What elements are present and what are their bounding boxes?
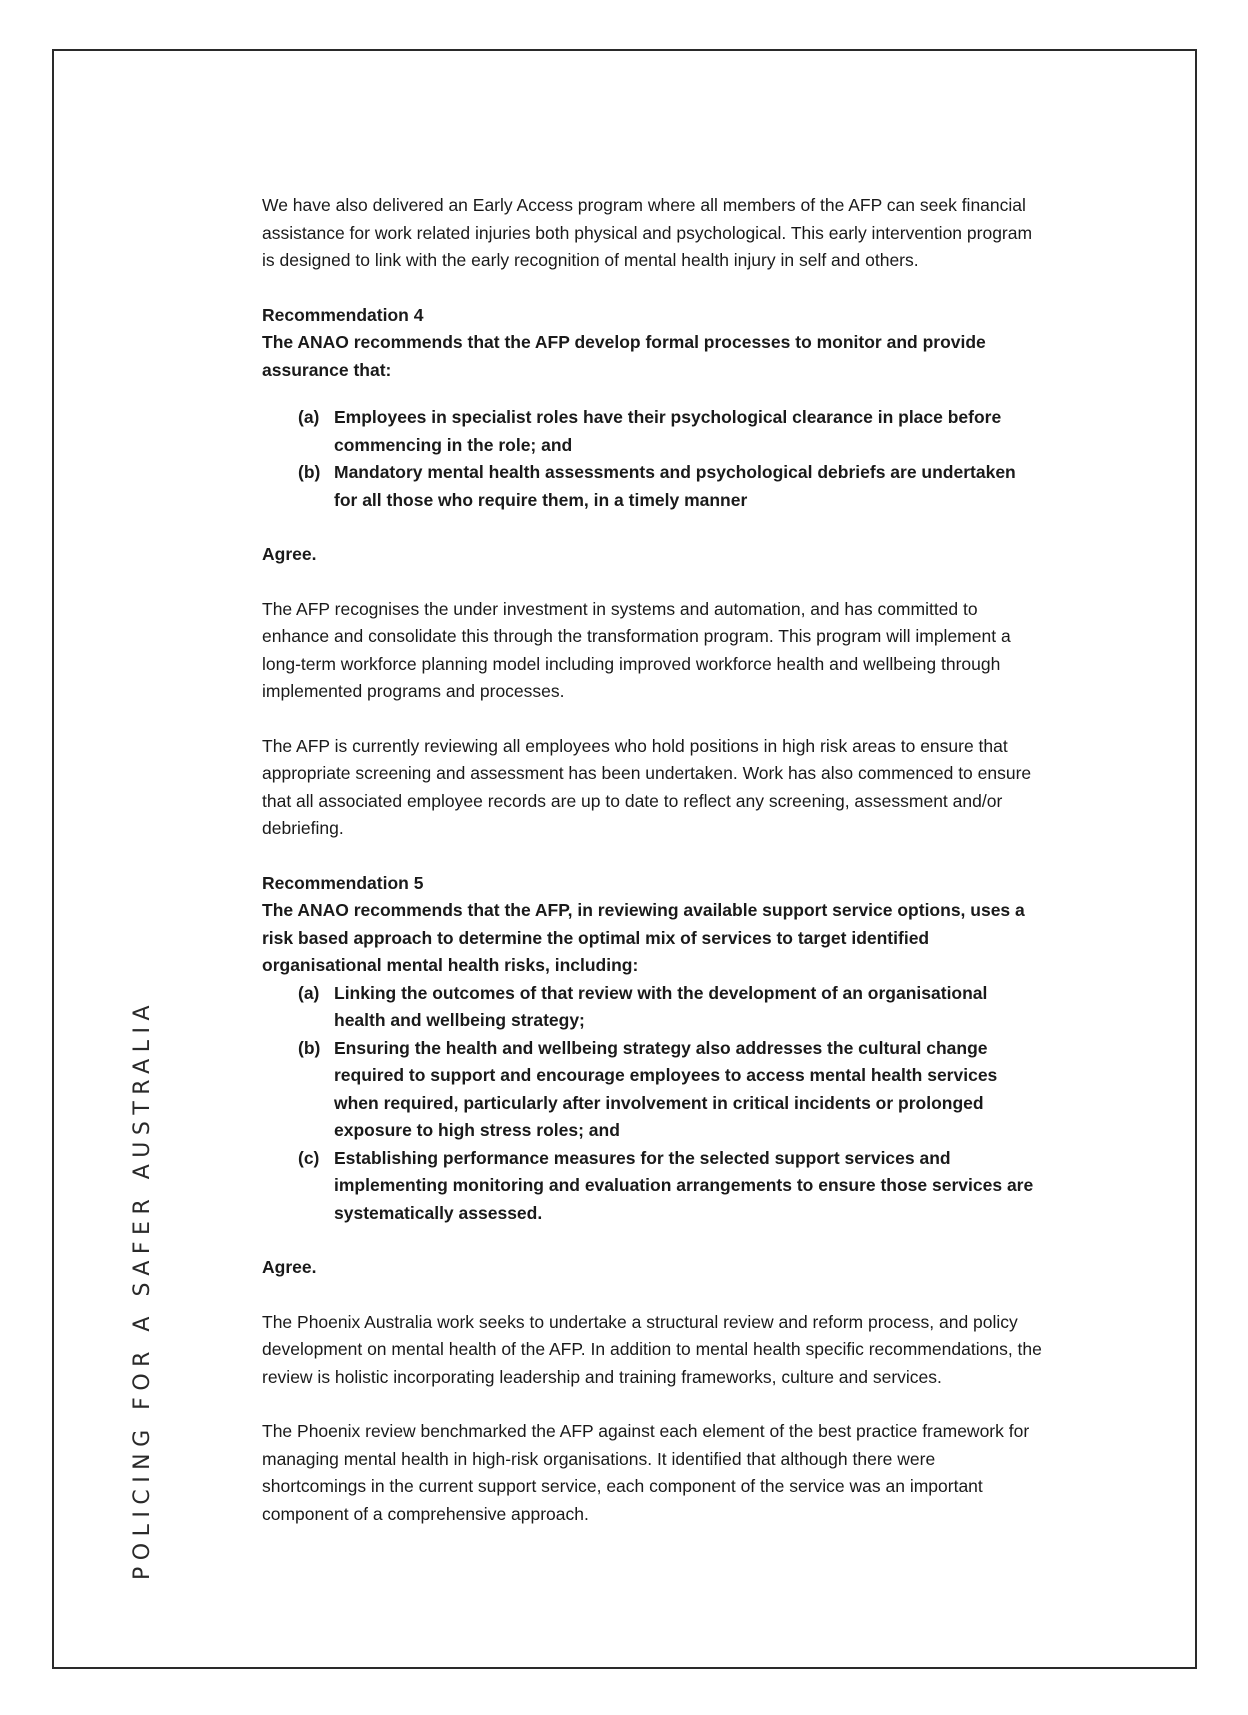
agree-label: Agree.	[262, 544, 317, 564]
list-item: (c) Establishing performance measures for the selected support services and implementing monitoring and evaluation arrangements to ensure those services are systematically assessed.	[298, 1147, 1034, 1223]
recommendation-5-list	[262, 980, 1042, 1228]
phoenix-benchmark-paragraph: The Phoenix review benchmarked the AFP against each element of the best practice framework for managing mental health in high-risk organisations. It identified that although there were shortcomings in the current support service, each component of the service was an important component of a comprehensive approach.	[262, 1421, 1030, 1524]
early-access-paragraph: We have also delivered an Early Access program where all members of the AFP can seek financial assistance for work related injuries both physical and psychological. This early intervention program is designed to link with the early recognition of mental health injury in self and others.	[262, 195, 1033, 270]
recommendation-5-text: The ANAO recommends that the AFP, in reviewing available support service options, uses a risk based approach to determine the optimal mix of services to target identified organisational mental health risks, including:	[262, 900, 1025, 975]
list-item: (a) Employees in specialist roles have their psychological clearance in place before commencing in the role; and	[298, 407, 1002, 455]
document-body	[262, 192, 1042, 1528]
list-item: (b) Mandatory mental health assessments and psychological debriefs are undertaken for all those who require them, in a timely manner	[298, 462, 1016, 510]
review-paragraph: The AFP is currently reviewing all employees who hold positions in high risk areas to ensure that appropriate screening and assessment has been undertaken. Work has also commenced to ensure that all associated employee records are up to date to reflect any screening, assessment and/or debriefing.	[262, 735, 1032, 838]
list-item: (a) Linking the outcomes of that review with the development of an organisational health and wellbeing strategy;	[298, 982, 988, 1030]
recommendation-4-heading: Recommendation 4	[262, 304, 424, 325]
recommendation-4-text: The ANAO recommends that the AFP develop formal processes to monitor and provide assurance that:	[262, 332, 986, 380]
sidebar-slogan: POLICING FOR A SAFER AUSTRALIA	[130, 998, 155, 1580]
recommendation-5-heading: Recommendation 5	[262, 872, 424, 893]
recommendation-4-list	[262, 404, 1042, 514]
agree-label: Agree.	[262, 1257, 317, 1277]
phoenix-work-paragraph: The Phoenix Australia work seeks to undertake a structural review and reform process, and policy development on mental health of the AFP. In addition to mental health specific recommendations, the review is holistic incorporating leadership and training frameworks, culture and services.	[262, 1311, 1042, 1387]
transformation-paragraph: The AFP recognises the under investment in systems and automation, and has committed to enhance and consolidate this through the transformation program. This program will implement a long-term workforce planning model including improved workforce health and wellbeing through implemented programs and processes.	[262, 598, 1011, 701]
list-item: (b) Ensuring the health and wellbeing strategy also addresses the cultural change required to support and encourage employees to access mental health services when required, particularly after involvement in critical incidents or prolonged exposure to high stress roles; and	[298, 1037, 998, 1140]
